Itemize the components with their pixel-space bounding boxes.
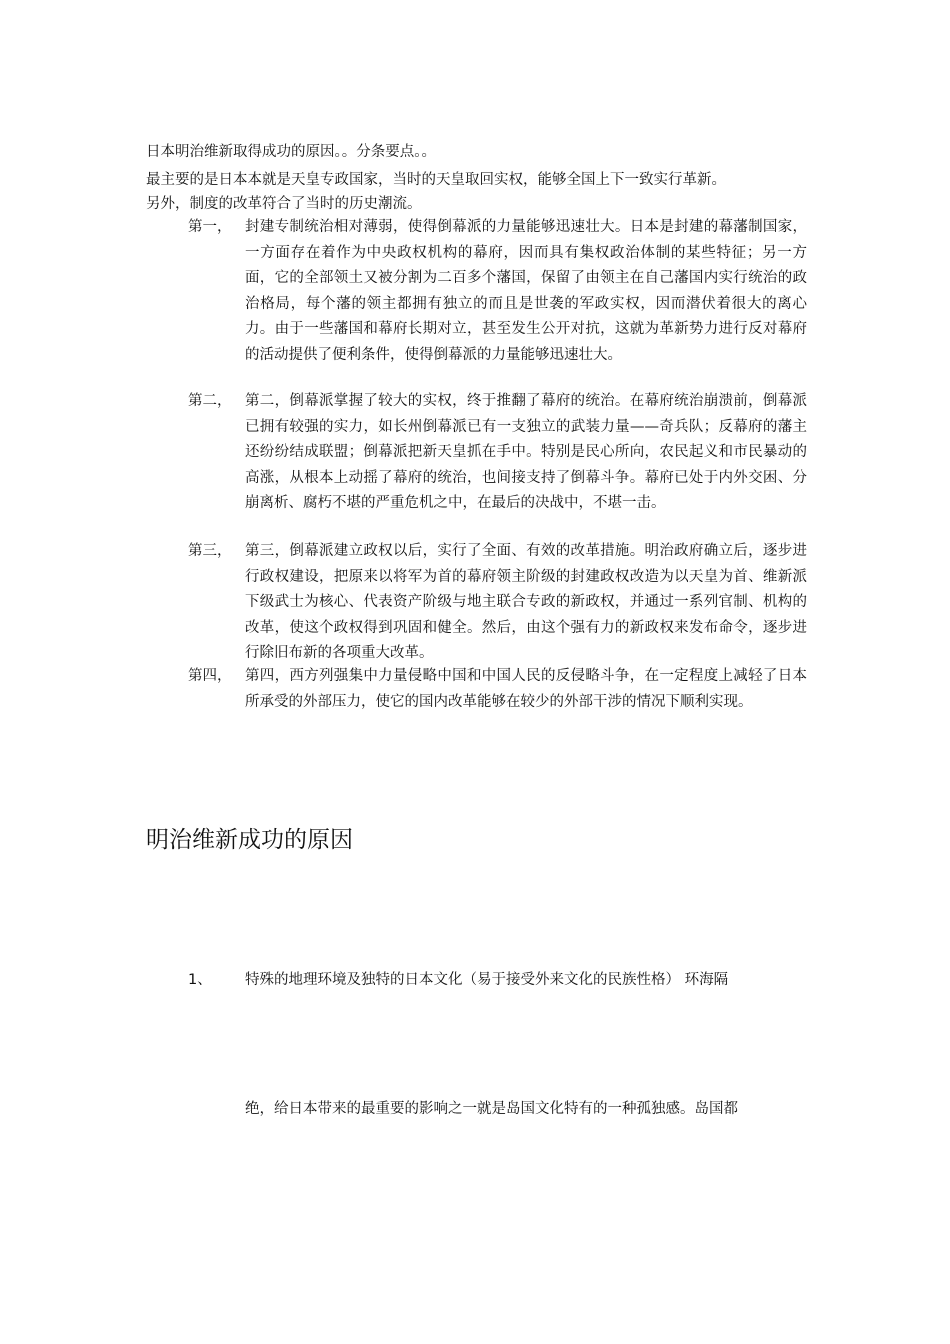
item-number: 1、 (188, 972, 212, 988)
reason-point-label: 第三， (188, 543, 232, 559)
reason-point-text: 第四，西方列强集中力量侵略中国和中国人民的反侵略斗争，在一定程度上减轻了日本所承受的外部压力，使它的国内改革能够在较少的外部干涉的情况下顺利实现。 (245, 668, 807, 710)
item-text-line-1: 特殊的地理环境及独特的日本文化（易于接受外来文化的民族性格） 环海隔 (245, 972, 729, 988)
reason-point-label: 第二， (188, 393, 232, 409)
reason-point-text: 第三，倒幕派建立政权以后，实行了全面、有效的改革措施。明治政府确立后，逐步进行政权建设，把原来以将军为首的幕府领主阶级的封建政权改造为以天皇为首、维新派下级武士为核心、代表资产阶级与地主联合专政的新政权，并通过一系列官制、机构的改革，使这个政权得到巩固和健全。然后，由这个强有力的新政权来发布命令，逐步进行除旧布新的各项重大改革。 (245, 543, 807, 661)
intro-line-2: 最主要的是日本本就是天皇专政国家，当时的天皇取回实权，能够全国上下一致实行革新。 (146, 172, 726, 188)
item-text-line-2: 绝，给日本带来的最重要的影响之一就是岛国文化特有的一种孤独感。岛国都 (245, 1101, 738, 1117)
section-heading: 明治维新成功的原因 (146, 827, 353, 853)
reason-point-label: 第一， (188, 219, 232, 235)
intro-line-3: 另外，制度的改革符合了当时的历史潮流。 (146, 196, 422, 212)
intro-line-1: 日本明治维新取得成功的原因。。分条要点。。 (146, 144, 436, 160)
reason-point-text: 第二，倒幕派掌握了较大的实权，终于推翻了幕府的统治。在幕府统治崩溃前，倒幕派已拥有较强的实力，如长州倒幕派已有一支独立的武装力量——奇兵队；反幕府的藩主还纷纷结成联盟；倒幕派把新天皇抓在手中。特别是民心所向，农民起义和市民暴动的高涨，从根本上动摇了幕府的统治，也间接支持了倒幕斗争。幕府已处于内外交困、分崩离析、腐朽不堪的严重危机之中，在最后的决战中，不堪一击。 (245, 393, 807, 511)
reason-point-text: 封建专制统治相对薄弱，使得倒幕派的力量能够迅速壮大。日本是封建的幕藩制国家，一方面存在着作为中央政权机构的幕府，因而具有集权政治体制的某些特征；另一方面，它的全部领土又被分割为二百多个藩国，保留了由领主在自己藩国内实行统治的政治格局，每个藩的领主都拥有独立的而且是世袭的军政实权，因而潜伏着很大的离心力。由于一些藩国和幕府长期对立，甚至发生公开对抗，这就为革新势力进行反对幕府的活动提供了便利条件，使得倒幕派的力量能够迅速壮大。 (245, 219, 807, 363)
reason-point-label: 第四， (188, 668, 232, 684)
